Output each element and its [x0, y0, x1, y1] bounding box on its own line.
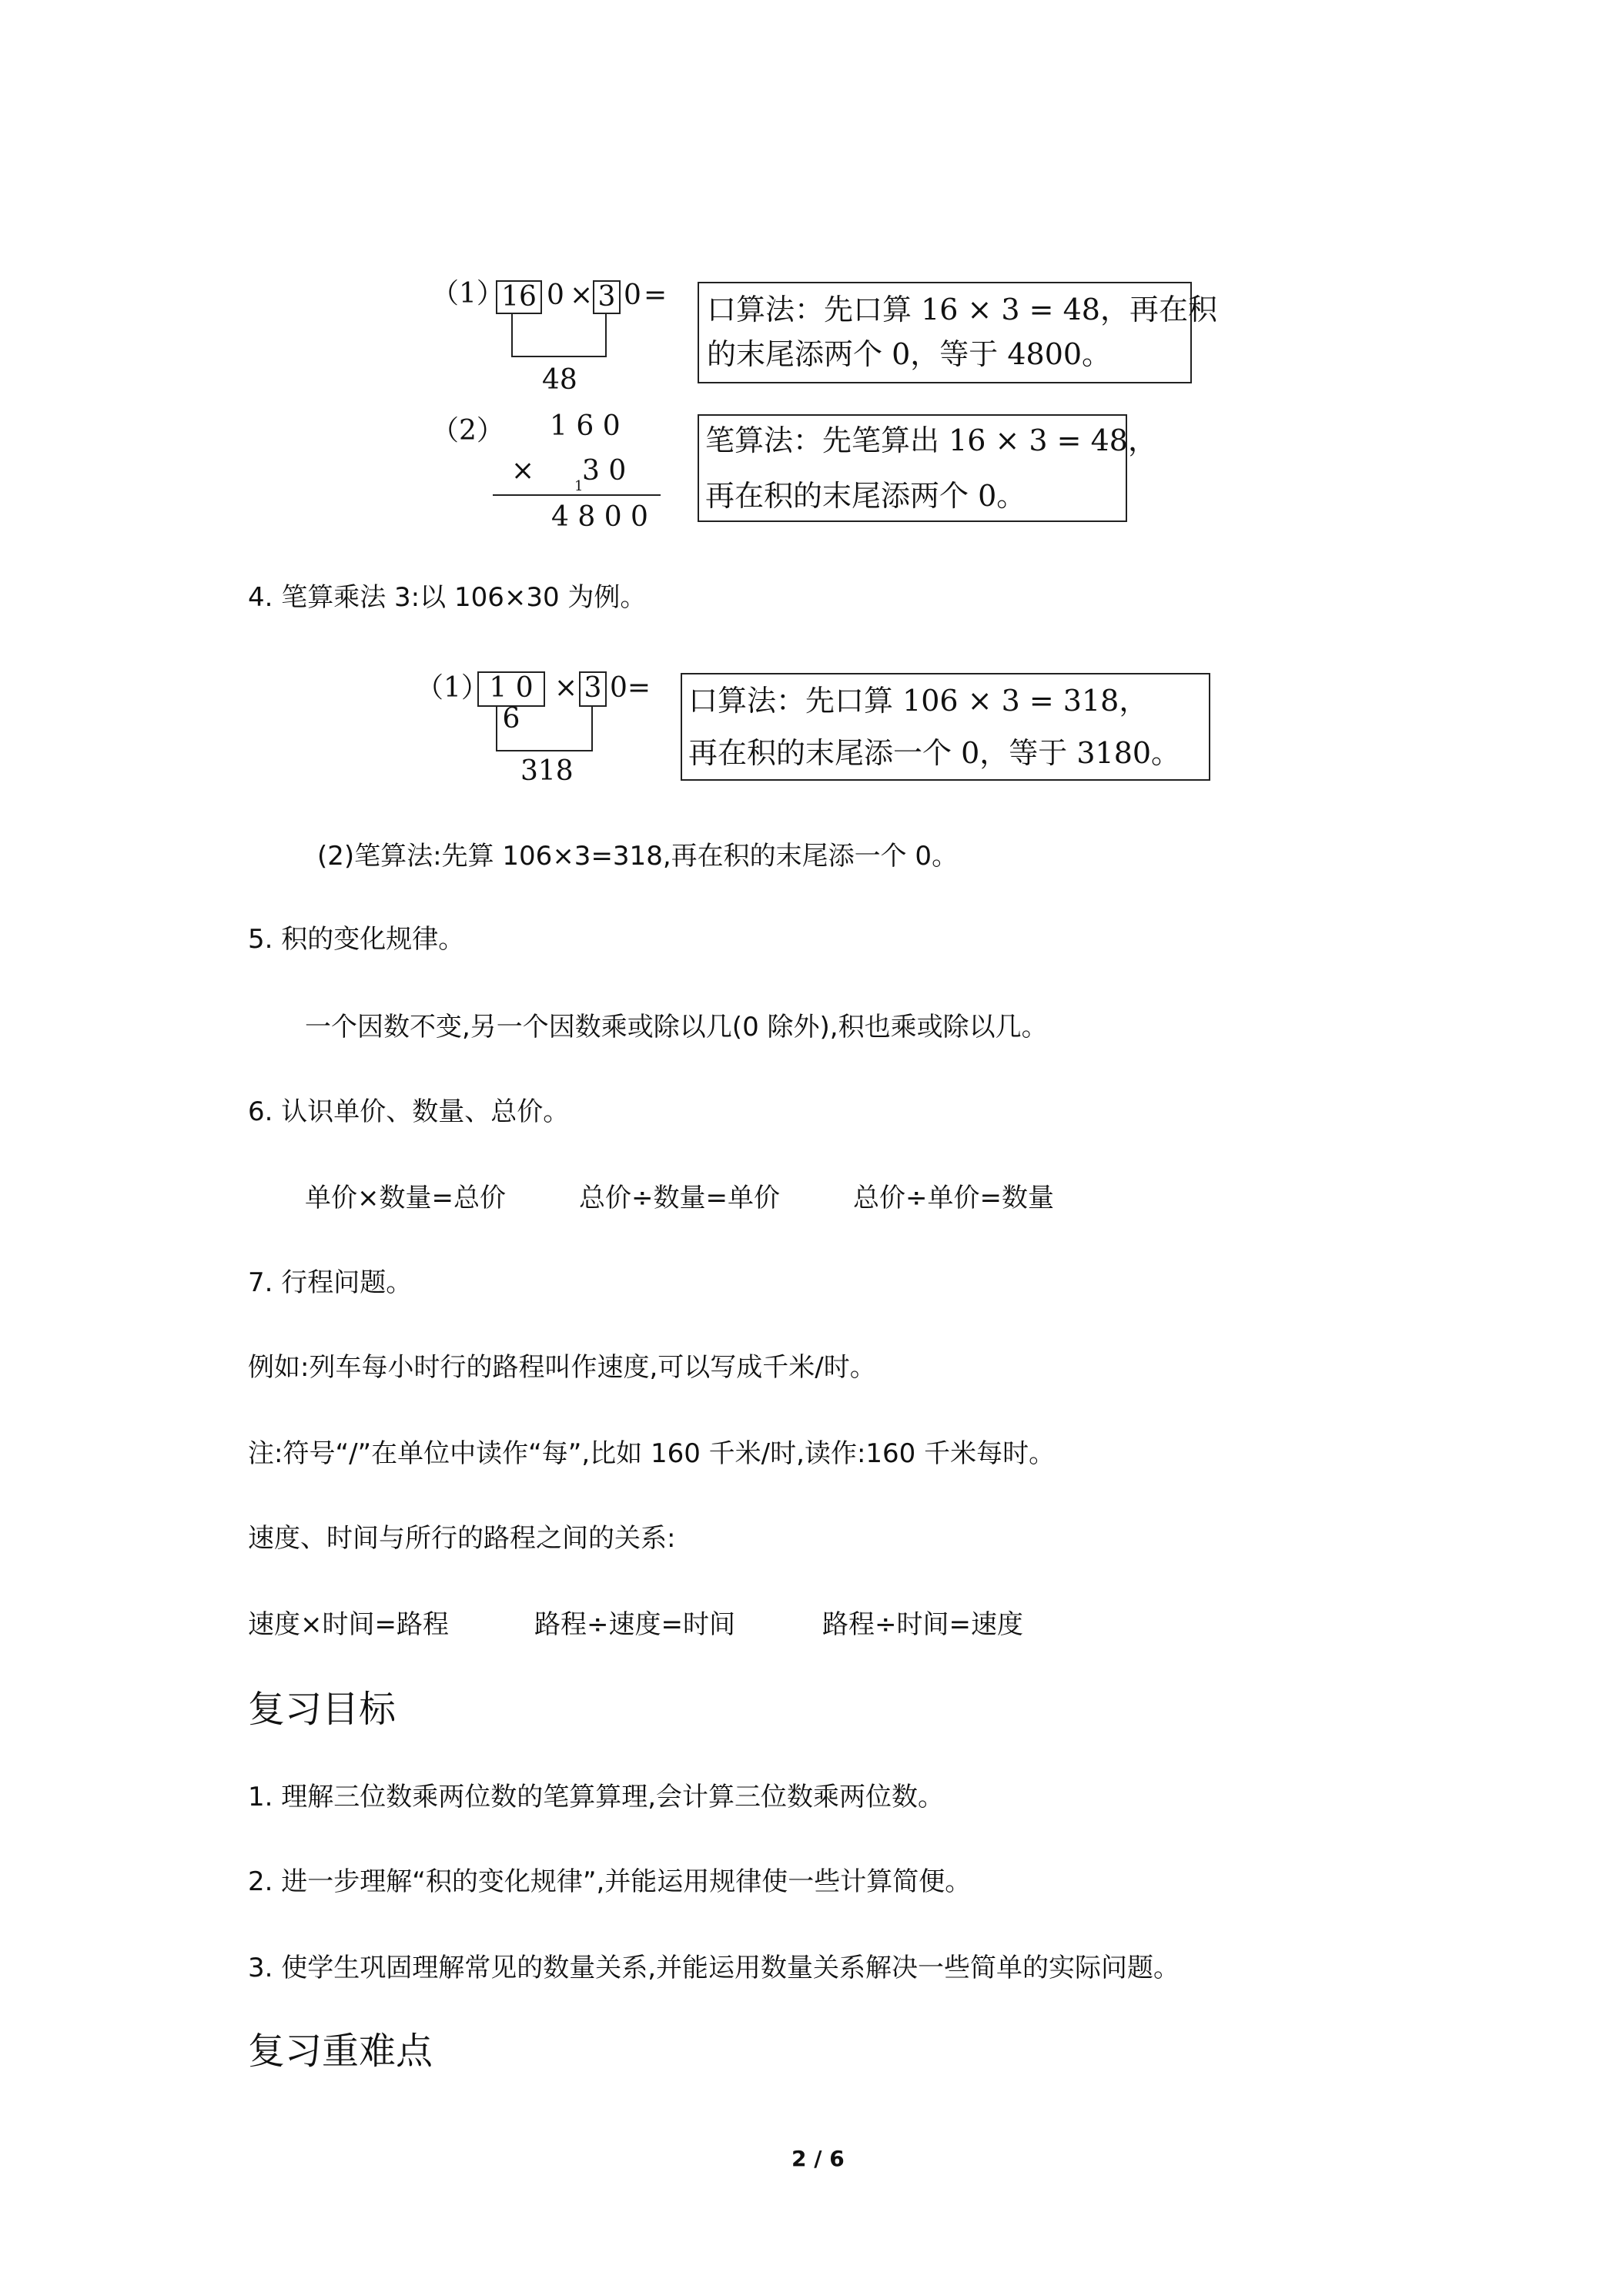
calc1-bracket-left [511, 314, 513, 357]
calc1-box-digit: 3 [593, 280, 621, 314]
calc1-explain-line1: 口算法：先口算 16 × 3 = 48，再在积 [707, 293, 1217, 326]
item7-formula-3: 路程÷时间=速度 [822, 1609, 1023, 1640]
calc1-zero2: 0 [624, 279, 641, 311]
calc1-explain-box [698, 282, 1217, 383]
calc3-explain-line1: 口算法：先口算 106 × 3 = 318， [688, 684, 1149, 718]
calc2-label: （2） [431, 415, 504, 447]
calc3-bracket-left [496, 707, 497, 751]
item5-title: 5. 积的变化规律。 [248, 924, 465, 955]
goal-3: 3. 使学生巩固理解常见的数量关系,并能运用数量关系解决一些简单的实际问题。 [248, 1953, 1180, 1983]
calc2-explain-line2: 再在积的末尾添两个 0。 [705, 479, 1026, 513]
calc1-zero: 0 [547, 279, 564, 311]
calc1-bracket-right [605, 314, 607, 357]
calc2-row3: 4 8 0 0 [551, 501, 648, 533]
calc1-equals: = [644, 279, 668, 311]
calc3-explain-box [681, 673, 1210, 781]
item7-formula-2: 路程÷速度=时间 [534, 1609, 735, 1640]
calc1-times: × [570, 279, 594, 311]
goal-2: 2. 进一步理解“积的变化规律”,并能运用规律使一些计算简便。 [248, 1866, 972, 1897]
calc1-bracket-bottom [511, 356, 607, 357]
item7-example: 例如:列车每小时行的路程叫作速度,可以写成千米/时。 [248, 1352, 876, 1383]
item4-written-method: (2)笔算法:先算 106×3=318,再在积的末尾添一个 0。 [317, 841, 959, 872]
calc1-label: （1） [431, 278, 504, 310]
section-heading-goals: 复习目标 [248, 1688, 397, 1731]
calc2-rule [493, 494, 661, 496]
item5-rule: 一个因数不变,另一个因数乘或除以几(0 除外),积也乘或除以几。 [305, 1012, 1048, 1043]
item6-title: 6. 认识单价、数量、总价。 [248, 1096, 570, 1127]
calc2-explain-line1: 笔算法：先笔算出 16 × 3 = 48， [705, 423, 1157, 457]
calc3-box-digit: 3 [579, 671, 607, 707]
item6-formula-2: 总价÷数量=单价 [579, 1183, 780, 1213]
calc3-result: 318 [520, 755, 574, 787]
calc3-bracket-right [591, 707, 593, 751]
calc3-bracket-bottom [496, 750, 593, 751]
item4-title: 4. 笔算乘法 3:以 106×30 为例。 [248, 582, 647, 613]
calc1-result: 48 [542, 364, 577, 396]
page-number: 2 / 6 [791, 2146, 845, 2171]
item7-note: 注:符号“/”在单位中读作“每”,比如 160 千米/时,读作:160 千米每时。 [248, 1438, 1056, 1469]
calc2-explain-box [698, 414, 1157, 522]
item7-relation-intro: 速度、时间与所行的路程之间的关系: [248, 1523, 676, 1554]
calc1-explain-line2: 的末尾添两个 0，等于 4800。 [707, 337, 1112, 371]
item6-formula-1: 单价×数量=总价 [305, 1183, 506, 1213]
item6-formula-3: 总价÷单价=数量 [853, 1183, 1054, 1213]
calc2-row2: 3 0 [582, 455, 627, 487]
item7-title: 7. 行程问题。 [248, 1267, 413, 1298]
calc2-row1: 1 6 0 [550, 410, 621, 442]
calc3-box-digits: 1 0 6 [477, 671, 545, 707]
calc3-explain-line2: 再在积的末尾添一个 0，等于 3180。 [688, 736, 1181, 770]
calc3-zero-equals: 0= [610, 672, 651, 704]
calc3-times: × [554, 672, 578, 704]
calc2-times: × [511, 455, 535, 487]
calc2-carry: 1 [574, 478, 584, 494]
item7-formula-1: 速度×时间=路程 [248, 1609, 449, 1640]
calc3-label: （1） [416, 672, 489, 704]
goal-1: 1. 理解三位数乘两位数的笔算算理,会计算三位数乘两位数。 [248, 1782, 945, 1812]
calc1-box-digits: 16 [496, 280, 542, 314]
section-heading-key-points: 复习重难点 [248, 2030, 433, 2073]
